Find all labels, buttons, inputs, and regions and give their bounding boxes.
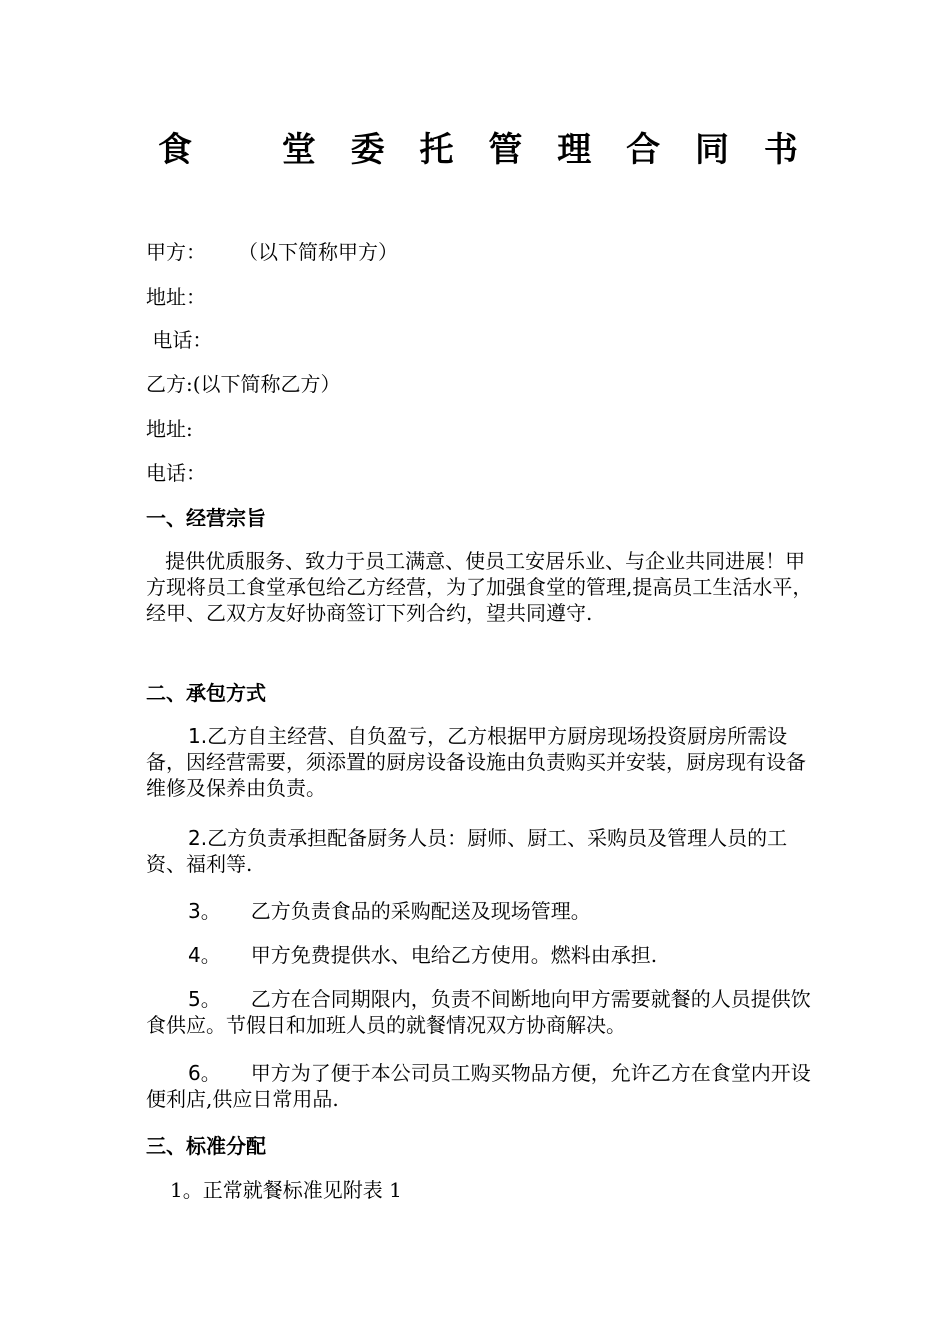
title-char: 食 bbox=[158, 130, 192, 170]
item-number: 1. bbox=[188, 724, 208, 748]
title-char: 委 bbox=[350, 130, 385, 170]
list-item bbox=[146, 942, 818, 968]
list-item bbox=[146, 1060, 818, 1112]
title-char: 管 bbox=[488, 130, 523, 170]
section-heading-method: 二、承包方式 bbox=[146, 681, 266, 705]
party-a-note: （以下简称甲方） bbox=[238, 240, 398, 264]
item-number: 3。 bbox=[188, 899, 221, 923]
item-text: 甲方免费提供水、电给乙方使用。燃料由承担. bbox=[250, 943, 658, 967]
party-b-address: 地址: bbox=[146, 417, 193, 441]
section-heading-standard: 三、标准分配 bbox=[146, 1134, 266, 1158]
title-char: 托 bbox=[419, 130, 454, 170]
section-heading-purpose: 一、经营宗旨 bbox=[146, 506, 266, 530]
title-char: 理 bbox=[557, 130, 592, 170]
section-body-purpose: 提供优质服务、致力于员工满意、使员工安居乐业、与企业共同进展！甲方现将员工食堂承包给乙方经营，为了加强食堂的管理,提高员工生活水平，经甲、乙双方友好协商签订下列合约，望共同遵守. bbox=[146, 549, 813, 625]
party-a-line bbox=[146, 239, 398, 265]
item-text: 甲方为了便于本公司员工购买物品方便，允许乙方在食堂内开设便利店,供应日常用品. bbox=[146, 1061, 811, 1111]
party-b-line: 乙方:(以下简称乙方） bbox=[146, 372, 341, 396]
item-text: 乙方在合同期限内，负责不间断地向甲方需要就餐的人员提供饮食供应。节假日和加班人员的就餐情况双方协商解决。 bbox=[146, 987, 811, 1037]
party-a-label: 甲方： bbox=[146, 240, 206, 264]
party-a-address: 地址： bbox=[146, 285, 206, 309]
party-b-phone: 电话： bbox=[146, 461, 206, 485]
section-standard-item: 1。正常就餐标准见附表 1 bbox=[170, 1178, 402, 1202]
list-item bbox=[146, 986, 818, 1038]
title-char: 堂 bbox=[281, 130, 316, 170]
item-text: 乙方自主经营、自负盈亏，乙方根据甲方厨房现场投资厨房所需设备，因经营需要，须添置的厨房设备设施由负责购买并安装，厨房现有设备维修及保养由负责。 bbox=[146, 724, 806, 800]
list-item bbox=[146, 723, 818, 801]
item-text: 乙方负责食品的采购配送及现场管理。 bbox=[250, 899, 591, 923]
title-char: 同 bbox=[695, 130, 729, 170]
document-title bbox=[158, 128, 798, 172]
party-a-phone: 电话： bbox=[146, 328, 213, 352]
item-text: 乙方负责承担配备厨务人员：厨师、厨工、采购员及管理人员的工资、福利等. bbox=[146, 826, 788, 876]
title-char: 书 bbox=[763, 130, 798, 170]
title-spacer bbox=[227, 128, 247, 172]
list-item bbox=[146, 898, 818, 924]
item-number: 6。 bbox=[188, 1061, 221, 1085]
item-number: 2. bbox=[188, 826, 208, 850]
list-item bbox=[146, 825, 818, 877]
item-number: 5。 bbox=[188, 987, 221, 1011]
item-number: 4。 bbox=[188, 943, 221, 967]
title-char: 合 bbox=[626, 130, 661, 170]
